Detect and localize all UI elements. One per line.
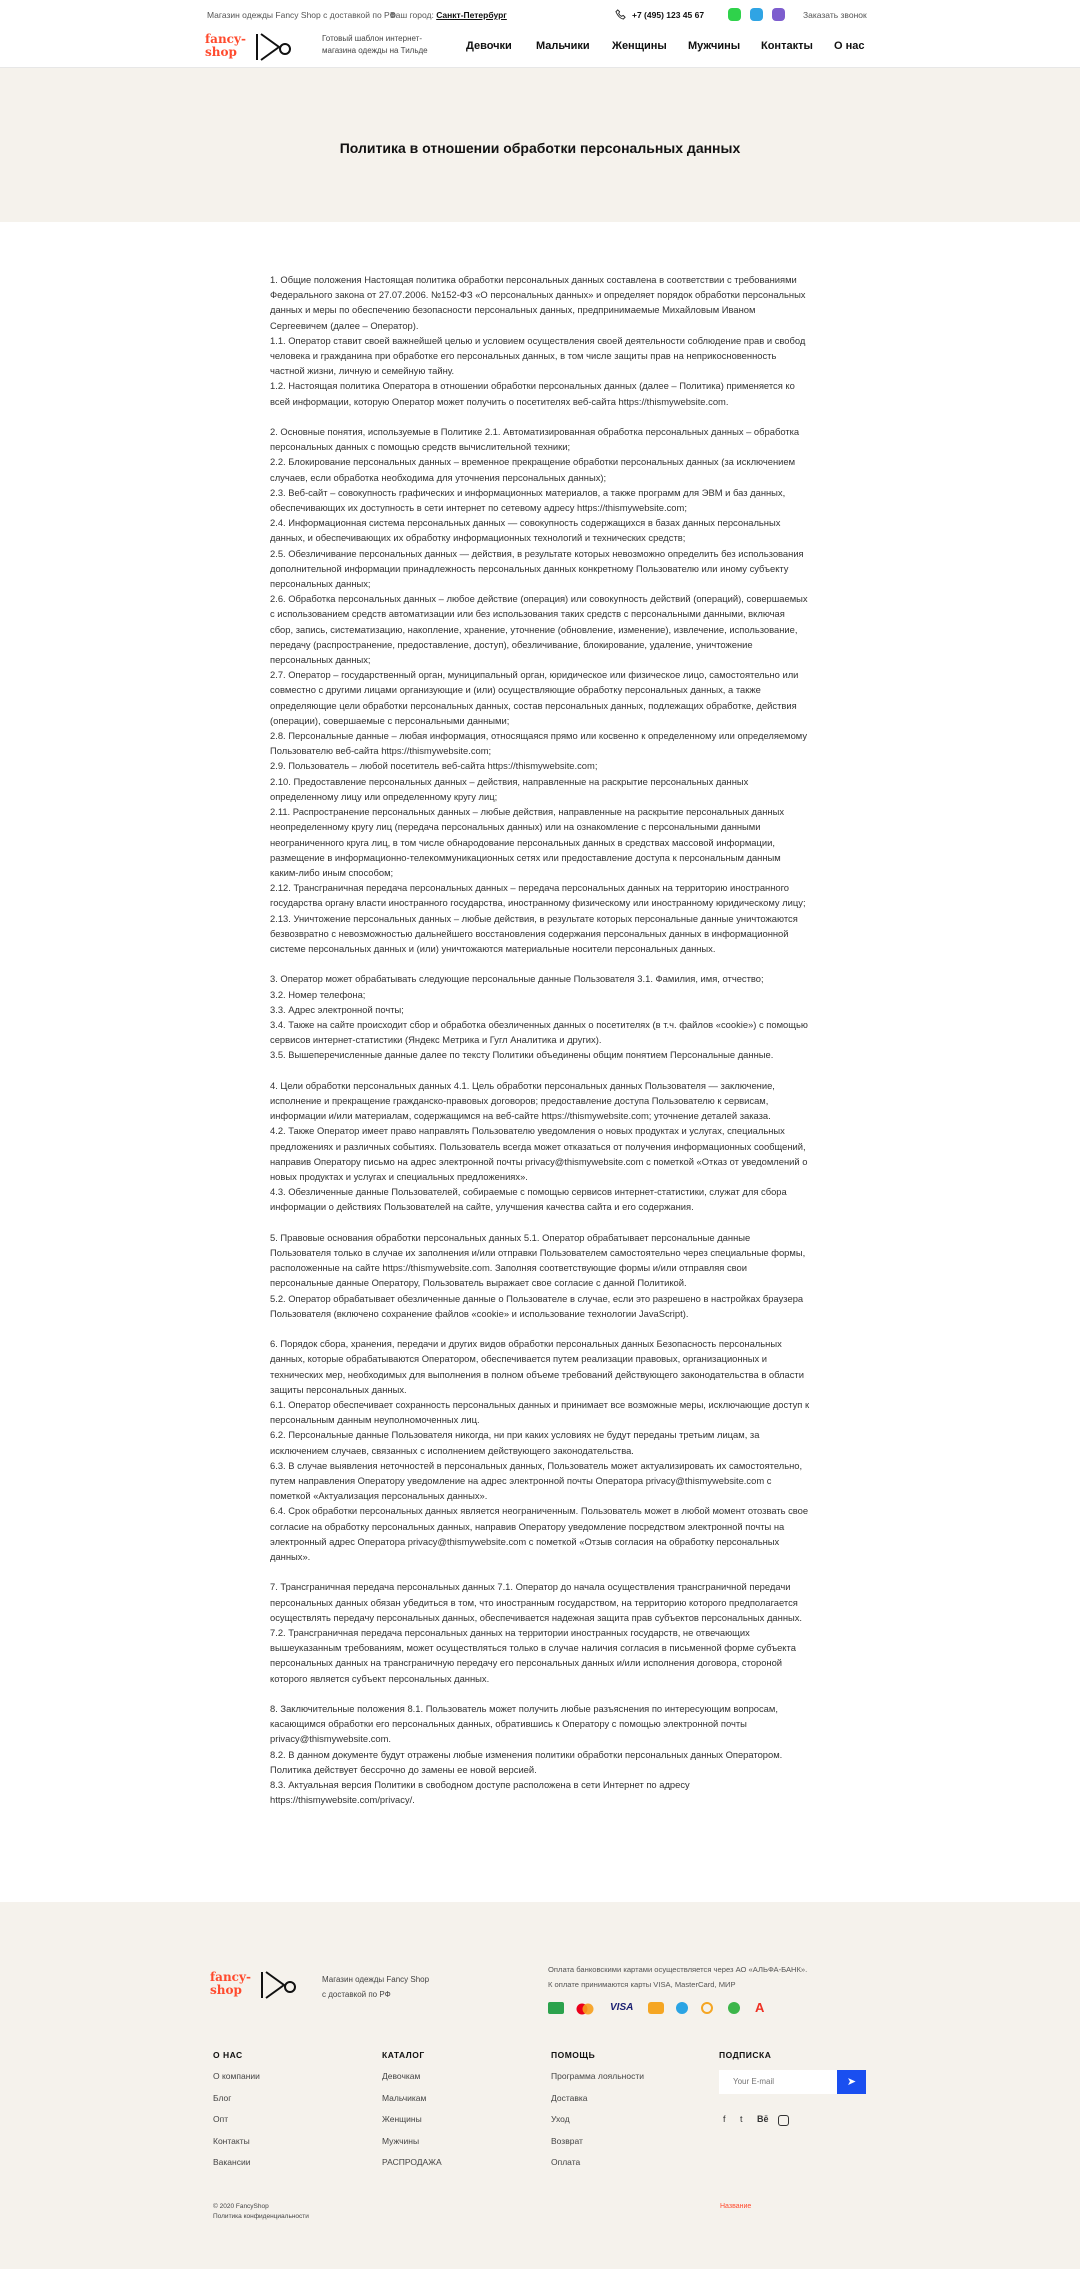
top-bar xyxy=(0,0,1080,30)
subscribe-button[interactable] xyxy=(837,2070,866,2094)
payment-info-line-2: К оплате принимаются карты VISA, MasterCard, МИР xyxy=(548,1980,736,1989)
footer-link-loyalty[interactable]: Программа лояльности xyxy=(551,2071,644,2081)
page-title: Политика в отношении обработки персональных данных xyxy=(339,140,741,156)
callback-link[interactable]: Заказать звонок xyxy=(803,10,867,20)
copyright: © 2020 FancyShop xyxy=(213,2203,269,2210)
footer-col-help xyxy=(551,2050,644,2174)
policy-section-4: 4. Цели обработки персональных данных 4.1. Цель обработки персональных данных Пользователя — заключение, исполнение и прекращение гражданско-правовых договоров; предоставление доступа Пользователю к сервисам, информации и/или материалам, содержащимся на веб-сайте https://thismywebsite.com; уточнение деталей заказа. 4.2. Также Оператор имеет право направлять Пользователю уведомления о новых продуктах и услугах, специальных предложениях и различных событиях. Пользователь всегда может отказаться от получения информационных сообщений, направив Оператору письмо на адрес электронной почты privacy@thismywebsite.com с пометкой «Отказ от уведомлений о новых продуктах и услугах и специальных предложениях». 4.3. Обезличенные данные Пользователей, собираемые с помощью сервисов интернет-статистики, служат для сбора информации о действиях Пользователей на сайте, улучшения качества сайта и его содержания. xyxy=(270,1079,808,1213)
mir-icon xyxy=(548,2002,564,2014)
footer-col-about-title: О НАС xyxy=(213,2050,243,2060)
menu-item-girls[interactable]: Девочки xyxy=(466,40,512,52)
copyright-block xyxy=(213,2202,309,2222)
instagram-icon[interactable] xyxy=(778,2115,789,2126)
menu-item-contacts[interactable]: Контакты xyxy=(761,40,813,52)
wallet-icon xyxy=(648,2002,664,2014)
footer-logo-text-2: shop xyxy=(210,1983,242,1997)
facebook-icon[interactable]: f xyxy=(723,2114,726,2124)
qiwi-icon xyxy=(701,2002,713,2014)
footer-logo[interactable] xyxy=(210,1970,300,2000)
behance-icon[interactable]: Bē xyxy=(757,2114,769,2124)
phone-icon xyxy=(615,9,626,20)
footer-link-wholesale[interactable]: Опт xyxy=(213,2114,229,2124)
footer-link-care[interactable]: Уход xyxy=(551,2114,570,2124)
policy-section-2: 2. Основные понятия, используемые в Политике 2.1. Автоматизированная обработка персональных данных – обработка персональных данных с помощью средств вычислительной техники; 2.2. Блокирование персональных данных – временное прекращение обработки персональных данных (за исключением случаев, если обработка необходима для уточнения персональных данных); 2.3. Веб-сайт – совокупность графических и информационных материалов, а также программ для ЭВМ и баз данных, обеспечивающих их доступность в сети интернет по сетевому адресу https://thismywebsite.com; 2.4. Информационная система персональных данных — совокупность содержащихся в базах данных персональных данных, и обеспечивающих их обработку информационных технологий и технических средств; 2.5. Обезличивание персональных данных — действия, в результате которых невозможно определить без использования дополнительной информации принадлежность персональных данных конкретному Пользователю или иному субъекту персональных данных; 2.6. Обработка персональных данных – любое действие (операция) или совокупность действий (операций), совершаемых с использованием средств автоматизации или без использования таких средств с персональными данными, включая сбор, запись, систематизацию, накопление, хранение, уточнение (обновление, изменение), извлечение, использование, передачу (распространение, предоставление, доступ), обезличивание, блокирование, удаление, уничтожение персональных данных; 2.7. Оператор – государственный орган, муниципальный орган, юридическое или физическое лицо, самостоятельно или совместно с другими лицами организующие и (или) осуществляющие обработку персональных данных, а также определяющие цели обработки персональных данных, состав персональных данных, подлежащих обработке, действия (операции), совершаемые с персональными данными; 2.8. Персональные данные – любая информация, относящаяся прямо или косвенно к определенному или определяемому Пользователю веб-сайта https://thismywebsite.com; 2.9. Пользователь – любой посетитель веб-сайта https://thismywebsite.com; 2.10. Предоставление персональных данных – действия, направленные на раскрытие персональных данных определенному лицу или определенному кругу лиц; 2.11. Распространение персональных данных – любые действия, направленные на раскрытие персональных данных неопределенному кругу лиц (передача персональных данных) или на ознакомление с персональными данными неограниченного круга лиц, в том числе обнародование персональных данных в средствах массовой информации, размещение в информационно-телекоммуникационных сетях или предоставление доступа к персональным данным каким-либо иным способом; 2.12. Трансграничная передача персональных данных – передача персональных данных на территорию иностранного государства органу власти иностранного государства, иностранному физическому или иностранному юридическому лицу; 2.13. Уничтожение персональных данных – любые действия, в результате которых персональные данные уничтожаются безвозвратно с невозможностью дальнейшего восстановления содержания персональных данных в информационной системе персональных данных и (или) уничтожаются материальные носители персональных данных. xyxy=(270,426,808,954)
page-hero xyxy=(0,68,1080,222)
sber-icon xyxy=(728,2002,740,2014)
twitter-icon[interactable]: t xyxy=(740,2114,743,2124)
footer-link-return[interactable]: Возврат xyxy=(551,2135,583,2146)
policy-section-1: 1. Общие положения Настоящая политика обработки персональных данных составлена в соответствии с требованиями Федерального закона от 27.07.2006. №152-ФЗ «О персональных данных» и определяет порядок обработки персональных данных и меры по обеспечению безопасности персональных данных, предпринимаемые Михайловым Иваном Сергеевичем (далее – Оператор). 1.1. Оператор ставит своей важнейшей целью и условием осуществления своей деятельности соблюдение прав и свобод человека и гражданина при обработке его персональных данных, в том числе защиты прав на неприкосновенность частной жизни, личную и семейную тайну. 1.2. Настоящая политика Оператора в отношении обработки персональных данных (далее – Политика) применяется ко всей информации, которую Оператор может получить о посетителях веб-сайта https://thismywebsite.com. xyxy=(270,274,806,407)
policy-section-5: 5. Правовые основания обработки персональных данных 5.1. Оператор обрабатывает персональные данные Пользователя только в случае их заполнения и/или отправки Пользователем самостоятельно через специальные формы, расположенные на сайте https://thismywebsite.com. Заполняя соответствующие формы и/или отправляя свои персональные данные Оператору, Пользователь выражает свое согласие с данной Политикой. 5.2. Оператор обрабатывает обезличенные данные о Пользователе в случае, если это разрешено в настройках браузера Пользователя (включено сохранение файлов «cookie» и использование технологии JavaScript). xyxy=(270,1231,806,1319)
menu-item-about[interactable]: О нас xyxy=(834,40,865,52)
logo-text-1: fancy- xyxy=(205,32,246,46)
email-field[interactable] xyxy=(731,2076,830,2087)
footer-link-vacancies[interactable]: Вакансии xyxy=(213,2157,251,2167)
footer-col-subscribe xyxy=(719,2050,771,2066)
header-slogan: Готовый шаблон интернет-магазина одежды на Тильде xyxy=(322,34,428,55)
footer-link-women[interactable]: Женщины xyxy=(382,2114,422,2124)
header-nav xyxy=(0,30,1080,68)
menu-item-men[interactable]: Мужчины xyxy=(688,40,741,52)
payment-info-line-1: Оплата банковскими картами осуществляется через АО «АЛЬФА-БАНК». xyxy=(548,1965,808,1974)
policy-section-8: 8. Заключительные положения 8.1. Пользователь может получить любые разъяснения по интересующим вопросам, касающимся обработки его персональных данных, обратившись к Оператору с помощью электронной почты privacy@thismywebsite.com. 8.2. В данном документе будут отражены любые изменения политики обработки персональных данных Оператором. Политика действует бессрочно до замены ее новой версией. 8.3. Актуальная версия Политики в свободном доступе расположена в сети Интернет по адресу https://thismywebsite.com/privacy/. xyxy=(270,1702,783,1806)
mastercard-icon xyxy=(576,2002,592,2014)
menu-item-women[interactable]: Женщины xyxy=(612,40,667,52)
footer-link-girls[interactable]: Девочкам xyxy=(382,2071,421,2081)
telegram-icon[interactable] xyxy=(750,8,763,21)
footer-col-catalog xyxy=(382,2050,442,2174)
footer-subscribe-title: ПОДПИСКА xyxy=(719,2050,772,2060)
footer-logo-mark-icon xyxy=(260,1970,300,2000)
footer-col-catalog-title: КАТАЛОГ xyxy=(382,2050,425,2060)
visa-icon: VISA xyxy=(610,2002,634,2013)
store-tagline: Магазин одежды Fancy Shop с доставкой по РФ xyxy=(207,10,397,20)
privacy-link[interactable]: Политика конфиденциальности xyxy=(213,2213,309,2220)
footer-link-blog[interactable]: Блог xyxy=(213,2092,232,2103)
footer-slogan-line-1: Магазин одежды Fancy Shop xyxy=(322,1975,430,1984)
apple-pay-icon xyxy=(676,2002,688,2014)
policy-content xyxy=(270,272,810,1823)
footer-link-men[interactable]: Мужчины xyxy=(382,2135,420,2146)
footer xyxy=(0,1902,1080,2269)
footer-link-boys[interactable]: Мальчикам xyxy=(382,2092,427,2103)
city-selector[interactable] xyxy=(390,10,507,20)
logo-text-2: shop xyxy=(205,45,237,59)
made-by-link[interactable]: Название xyxy=(720,2203,752,2210)
footer-col-about xyxy=(213,2050,260,2174)
city-name[interactable]: Санкт-Петербург xyxy=(436,10,507,20)
subscribe-form xyxy=(719,2070,866,2094)
arrow-right-icon: ➤ xyxy=(846,2076,857,2088)
footer-logo-text-1: fancy- xyxy=(210,1970,251,1984)
footer-link-payment[interactable]: Оплата xyxy=(551,2157,581,2167)
menu-item-boys[interactable]: Мальчики xyxy=(536,40,590,52)
policy-section-6: 6. Порядок сбора, хранения, передачи и других видов обработки персональных данных Безопасность персональных данных, которые обрабатываются Оператором, обеспечивается путем реализации правовых, организационных и технических мер, необходимых для выполнения в полном объеме требований действующего законодательства в области защиты персональных данных. 6.1. Оператор обеспечивает сохранность персональных данных и принимает все возможные меры, исключающие доступ к персональным данным неуполномоченных лиц. 6.2. Персональные данные Пользователя никогда, ни при каких условиях не будут переданы третьим лицам, за исключением случаев, связанных с исполнением действующего законодательства. 6.3. В случае выявления неточностей в персональных данных, Пользователь может актуализировать их самостоятельно, путем направления Оператору уведомление на адрес электронной почты Оператора privacy@thismywebsite.com с пометкой «Актуализация персональных данных». 6.4. Срок обработки персональных данных является неограниченным. Пользователь может в любой момент отозвать свое согласие на обработку персональных данных, направив Оператору уведомление посредством электронной почты на электронный адрес Оператора privacy@thismywebsite.com с пометкой «Отзыв согласия на обработку персональных данных». xyxy=(270,1338,810,1562)
footer-slogan-line-2: с доставкой по РФ xyxy=(322,1990,391,1999)
phone-number[interactable]: +7 (495) 123 45 67 xyxy=(632,10,705,20)
payment-info xyxy=(548,1962,807,1992)
alfa-icon: A xyxy=(755,2000,765,2015)
logo-mark-icon xyxy=(255,32,295,62)
footer-slogan xyxy=(322,1972,429,2002)
footer-link-delivery[interactable]: Доставка xyxy=(551,2092,588,2103)
logo[interactable] xyxy=(205,32,295,62)
policy-section-3: 3. Оператор может обрабатывать следующие персональные данные Пользователя 3.1. Фамилия, имя, отчество; 3.2. Номер телефона; 3.3. Адрес электронной почты; 3.4. Также на сайте происходит сбор и обработка обезличенных данных о посетителях (в т.ч. файлов «cookie») с помощью сервисов интернет-статистики (Яндекс Метрика и Гугл Аналитика и других). 3.5. Вышеперечисленные данные далее по тексту Политики объединены общим понятием Персональные данные. xyxy=(270,973,808,1061)
whatsapp-icon[interactable] xyxy=(728,8,741,21)
footer-link-sale[interactable]: РАСПРОДАЖА xyxy=(382,2157,442,2167)
footer-link-about-company[interactable]: О компании xyxy=(213,2071,260,2081)
footer-col-help-title: ПОМОЩЬ xyxy=(551,2050,596,2060)
footer-link-contacts[interactable]: Контакты xyxy=(213,2135,250,2146)
city-label: Ваш город: xyxy=(390,10,434,20)
policy-section-7: 7. Трансграничная передача персональных данных 7.1. Оператор до начала осуществления трансграничной передачи персональных данных обязан убедиться в том, что иностранным государством, на территорию которого предполагается осуществлять передачу персональных данных, обеспечивается надежная защита прав субъектов персональных данных. 7.2. Трансграничная передача персональных данных на территории иностранных государств, не отвечающих вышеуказанным требованиям, может осуществляться только в случае наличия согласия в письменной форме субъекта персональных данных на трансграничную передачу его персональных данных и/или исполнения договора, стороной которого является субъект персональных данных. xyxy=(270,1581,803,1684)
viber-icon[interactable] xyxy=(772,8,785,21)
